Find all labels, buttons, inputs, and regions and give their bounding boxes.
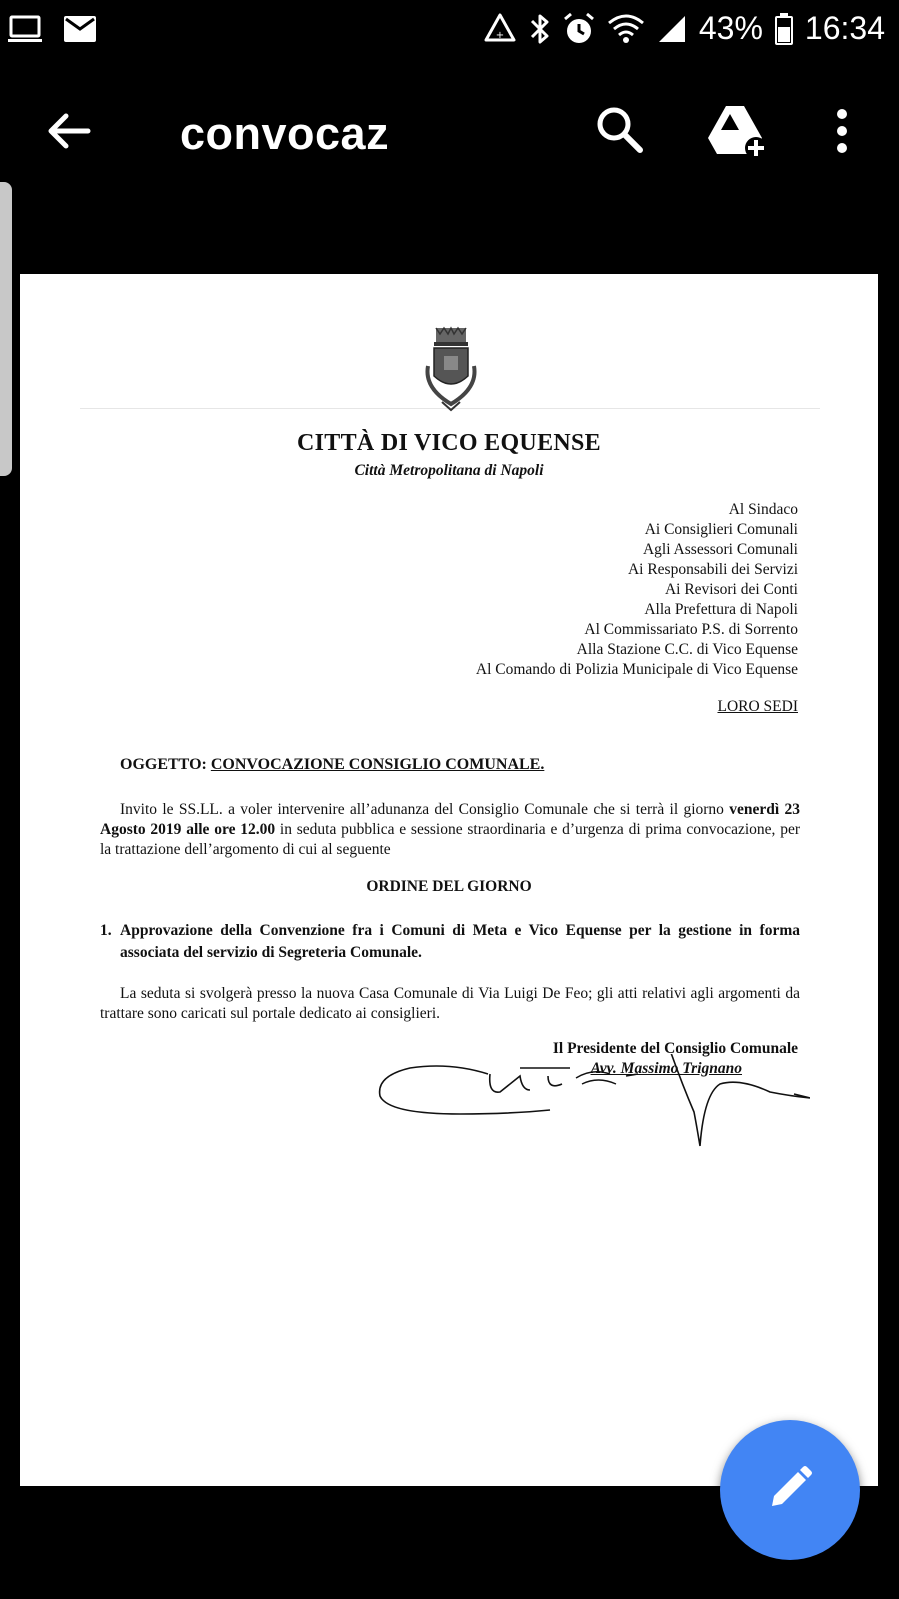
svg-text:+: +	[495, 29, 505, 41]
signal-icon	[657, 14, 687, 44]
clock-time: 16:34	[804, 10, 885, 46]
invitation-paragraph	[100, 800, 800, 860]
recipient-line: Ai Responsabili dei Servizi	[627, 561, 798, 578]
bluetooth-icon	[529, 12, 551, 46]
laptop-icon	[8, 14, 42, 49]
subject-label: OGGETTO:	[120, 756, 207, 773]
battery-percent: 43%	[698, 10, 763, 46]
city-name: CITTÀ DI VICO EQUENSE	[297, 430, 601, 456]
status-bar	[0, 0, 899, 66]
battery-icon	[775, 13, 793, 45]
president-name: Avv. Massimo Trignano	[590, 1060, 742, 1077]
coat-of-arms-icon	[420, 326, 482, 412]
recipient-line: Ai Consiglieri Comunali	[644, 521, 798, 538]
city-subtitle: Città Metropolitana di Napoli	[354, 462, 544, 479]
invitation-start: Invito le SS.LL. a voler intervenire all’adunanza del Consiglio Comunale che si terrà il giorno	[120, 801, 724, 818]
alarm-icon	[563, 12, 595, 46]
document-title: convocaz	[180, 108, 390, 159]
meeting-date: venerdì 23 Agosto 2019 alle ore 12.00	[100, 801, 801, 838]
wifi-icon	[607, 13, 645, 45]
recipient-line: Alla Stazione C.C. di Vico Equense	[576, 641, 798, 658]
back-arrow-icon[interactable]	[44, 106, 94, 156]
search-icon[interactable]	[594, 104, 644, 154]
signature-icon	[370, 1054, 810, 1154]
agenda-item-text: Approvazione della Convenzione fra i Comuni di Meta e Vico Equense per la gestione in forma associata del servizio di Segreteria Comunale.	[120, 922, 800, 961]
recipient-line: Ai Revisori dei Conti	[664, 581, 798, 598]
loro-sedi: LORO SEDI	[717, 698, 798, 715]
recipient-line: Al Sindaco	[728, 501, 798, 518]
data-saver-icon	[483, 12, 517, 46]
recipients-list	[476, 500, 798, 680]
app-bar	[0, 66, 899, 266]
edit-fab-button[interactable]	[720, 1420, 860, 1560]
subject-line	[120, 756, 544, 774]
mail-icon	[64, 16, 96, 47]
agenda-title: ORDINE DEL GIORNO	[366, 878, 532, 895]
president-title: Il Presidente del Consiglio Comunale	[552, 1040, 798, 1057]
invitation-end: in seduta pubblica e sessione straordinaria e d’urgenza di prima convocazione, per la trattazione dell’argomento di cui al seguente	[100, 821, 800, 858]
location-paragraph: La seduta si svolgerà presso la nuova Casa Comunale di Via Luigi De Feo; gli atti relativi agli argomenti da trattare sono caricati sul portale dedicato ai consiglieri.	[100, 985, 800, 1022]
recipient-line: Al Comando di Polizia Municipale di Vico Equense	[475, 661, 798, 678]
pencil-icon	[766, 1464, 814, 1517]
more-vert-icon[interactable]	[822, 106, 862, 156]
document-page[interactable]	[20, 274, 878, 1486]
drive-add-icon[interactable]	[708, 102, 768, 160]
recipient-line: Alla Prefettura di Napoli	[644, 601, 798, 618]
subject-text: CONVOCAZIONE CONSIGLIO COMUNALE.	[210, 756, 545, 773]
agenda-item	[100, 920, 800, 964]
recipient-line: Agli Assessori Comunali	[642, 541, 798, 558]
edge-panel-handle[interactable]	[0, 182, 12, 476]
recipient-line: Al Commissariato P.S. di Sorrento	[584, 621, 798, 638]
agenda-item-number: 1.	[100, 922, 112, 939]
